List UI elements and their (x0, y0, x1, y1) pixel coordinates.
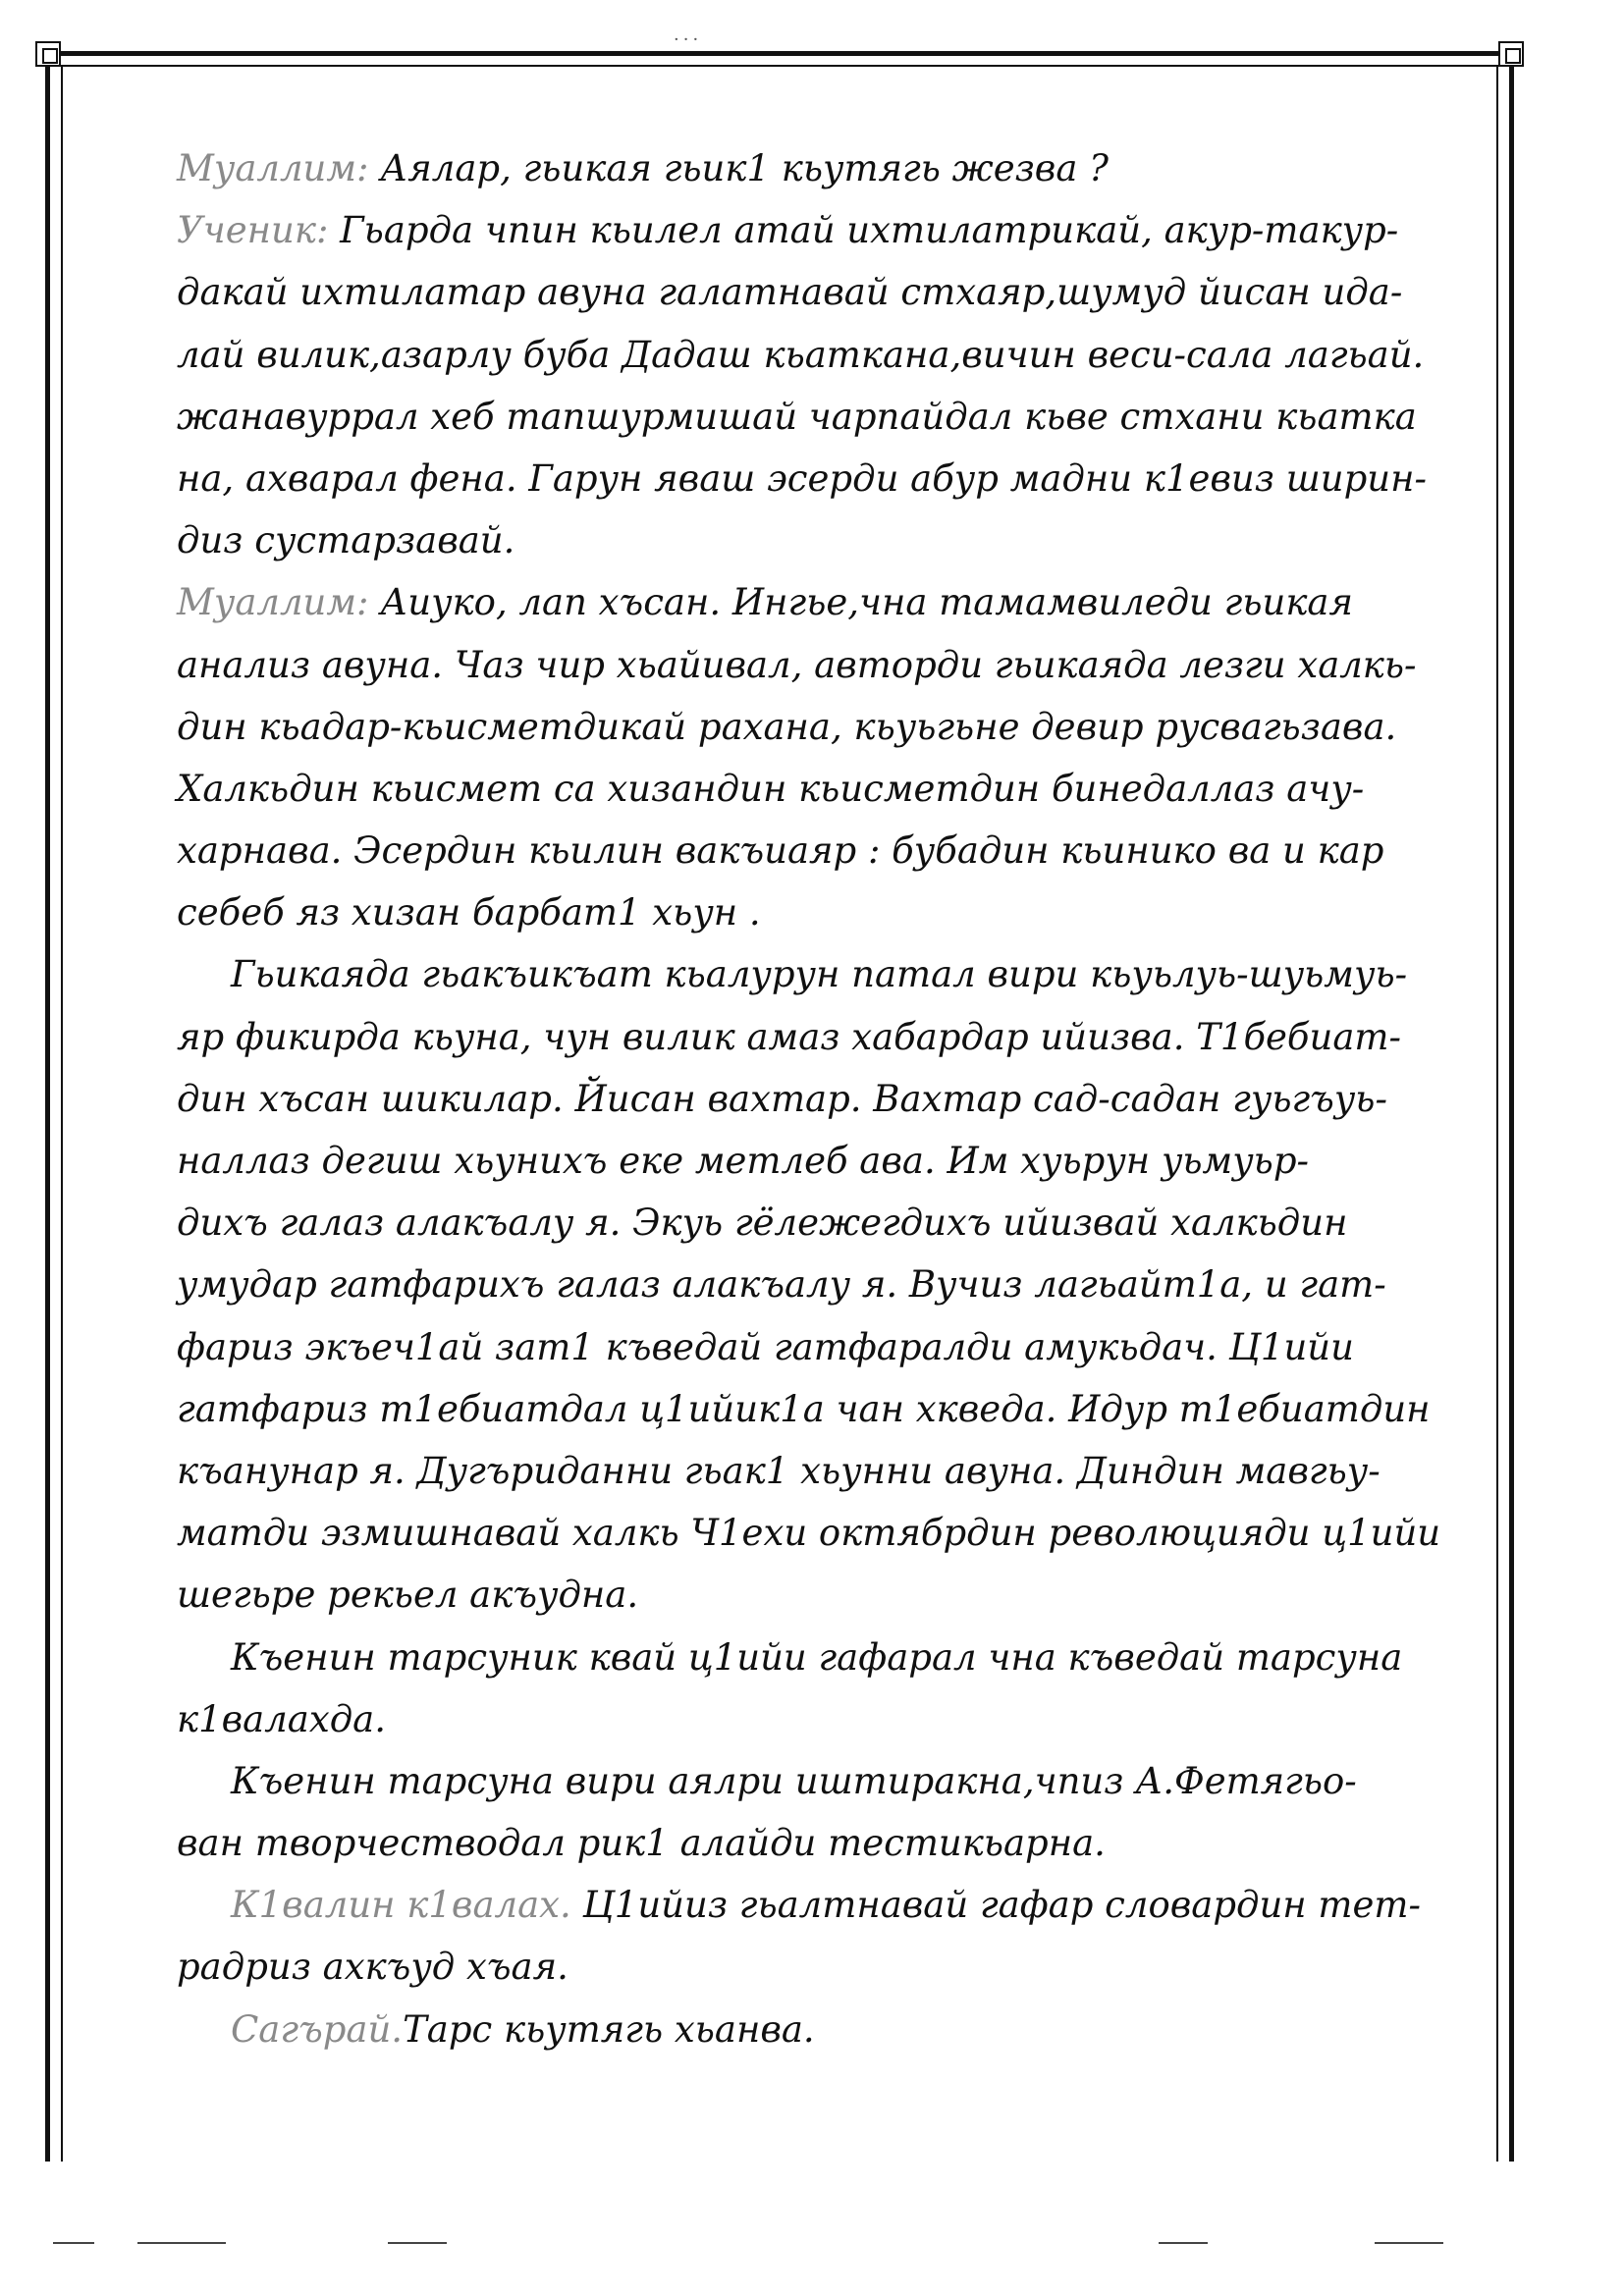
line-text: к1валахда. (177, 1697, 386, 1740)
scan-mark (137, 2242, 226, 2244)
text-line (177, 1440, 1473, 1502)
text-line (177, 448, 1473, 509)
line-text: фариз экъеч1ай зат1 къведай гатфаралди амукьдач. Ц1ийи (177, 1325, 1354, 1368)
text-line (177, 386, 1473, 448)
scan-edge-marks (0, 2242, 1624, 2252)
line-text: харнава. Эсердин кьилин вакъиаяр : бубадин кьинико ва и кар (177, 829, 1384, 873)
text-line (177, 261, 1473, 323)
text-line (177, 324, 1473, 386)
text-line (177, 1936, 1473, 1998)
line-text: дихъ галаз алакъалу я. Экуь гёлежегдихъ ийизвай халкьдин (177, 1201, 1348, 1245)
text-line (177, 1502, 1473, 1564)
text-line (177, 509, 1473, 571)
line-text: Тарс кьутягь хьанва. (403, 2007, 815, 2051)
text-line (177, 1254, 1473, 1315)
scan-mark (1159, 2242, 1208, 2244)
scan-mark (1375, 2242, 1443, 2244)
line-text: Аиуко, лап хъсан. Ингье,чна тамамвиледи гьикая (368, 581, 1353, 624)
line-text: дакай ихтилатар авуна галатнавай стхаяр,шумуд йисан ида- (177, 271, 1403, 314)
line-text: радриз ахкъуд хъая. (177, 1946, 568, 1989)
line-text: дин хъсан шикилар. Йисан вахтар. Вахтар сад-садан гуьгъуь- (177, 1077, 1387, 1120)
text-line (177, 199, 1473, 261)
scan-mark (388, 2242, 447, 2244)
text-line (177, 943, 1473, 1005)
text-line (177, 571, 1473, 633)
speaker-label: Муаллим: (177, 581, 369, 624)
text-line (177, 1006, 1473, 1068)
text-line (177, 820, 1473, 881)
line-text: Ц1ийиз гьалтнавай гафар словардин тет- (570, 1884, 1421, 1927)
text-line (177, 1068, 1473, 1130)
text-line (177, 1378, 1473, 1440)
text-line (177, 1316, 1473, 1378)
line-text: гатфариз т1ебиатдал ц1ийик1а чан хкведа. Идур т1ебиатдин (177, 1387, 1431, 1430)
text-line (177, 1812, 1473, 1874)
line-text: себеб яз хизан барбат1 хьун . (177, 891, 761, 934)
line-text: жанавуррал хеб тапшурмишай чарпайдал кьве стхани кьатка (177, 395, 1417, 438)
text-line (177, 758, 1473, 820)
text-line (177, 1627, 1473, 1688)
line-text: яр фикирда кьуна, чун вилик амаз хабардар ийизва. Т1бебиат- (177, 1015, 1401, 1058)
speaker-label: К1валин к1валах. (231, 1884, 571, 1927)
line-text: ван творчестводал рик1 алайди тестикьарна. (177, 1822, 1106, 1865)
scan-dots: ··· (674, 29, 703, 50)
text-line (177, 1688, 1473, 1750)
text-line (177, 1564, 1473, 1626)
line-text: Халкьдин кьисмет са хизандин кьисметдин бинедаллаз ачу- (177, 767, 1365, 810)
text-line (177, 1192, 1473, 1254)
text-line (177, 881, 1473, 943)
line-text: лай вилик,азарлу буба Дадаш кьатканa,вичин веси-сала лагьай. (177, 333, 1425, 376)
text-line (177, 1130, 1473, 1192)
speaker-label: Ученик: (177, 209, 329, 252)
line-text: Аялар, гьикая гьик1 кьутягь жезва ? (368, 147, 1109, 189)
speaker-label: Муаллим: (177, 147, 369, 189)
line-text: дин кьадар-кьисметдикай рахана, кьуьгьне девир русвагьзава. (177, 705, 1397, 748)
scan-mark (53, 2242, 94, 2244)
text-line (177, 1999, 1473, 2060)
line-text: къанунар я. Дугъриданни гьак1 хьунни авуна. Диндин мавгьу- (177, 1449, 1380, 1492)
text-line (177, 1750, 1473, 1812)
frame-corner-ornament-right (1498, 41, 1524, 67)
line-text: матди эзмишнавай халкь Ч1ехи октябрдин революцияди ц1ийи (177, 1512, 1441, 1555)
line-text: Гьикаяда гьакъикъат кьалурун патал вири кьуьлуь-шуьмуь- (231, 953, 1408, 996)
line-text: Гьарда чпин кьилел атай ихтилатрикай, акур-такур- (328, 209, 1399, 252)
line-text: наллаз дегиш хьунихъ еке метлеб ава. Им хуьрун уьмуьр- (177, 1140, 1310, 1182)
line-text: диз сустарзавай. (177, 519, 515, 562)
line-text: Къенин тарсуна вири аялри иштиракна,чпиз А.Фетягьо- (231, 1759, 1357, 1802)
text-line (177, 696, 1473, 758)
line-text: анализ авуна. Чаз чир хьайивал, авторди гьикаяда лезги халкь- (177, 643, 1417, 686)
line-text: Къенин тарсуник квай ц1ийи гафарал чна къведай тарсуна (231, 1635, 1403, 1679)
speaker-label: Сагърай. (231, 2007, 404, 2051)
text-line (177, 634, 1473, 696)
handwritten-text-block (177, 137, 1473, 2060)
line-text: умудар гатфарихъ галаз алакъалу я. Вучиз лагьайт1а, и гат- (177, 1263, 1386, 1307)
line-text: шегьре рекьел акъудна. (177, 1574, 639, 1617)
frame-corner-ornament-left (35, 41, 61, 67)
text-line (177, 137, 1473, 199)
text-line (177, 1874, 1473, 1936)
line-text: на, ахварал фена. Гарун яваш эсерди абур мадни к1евиз ширин- (177, 456, 1427, 500)
